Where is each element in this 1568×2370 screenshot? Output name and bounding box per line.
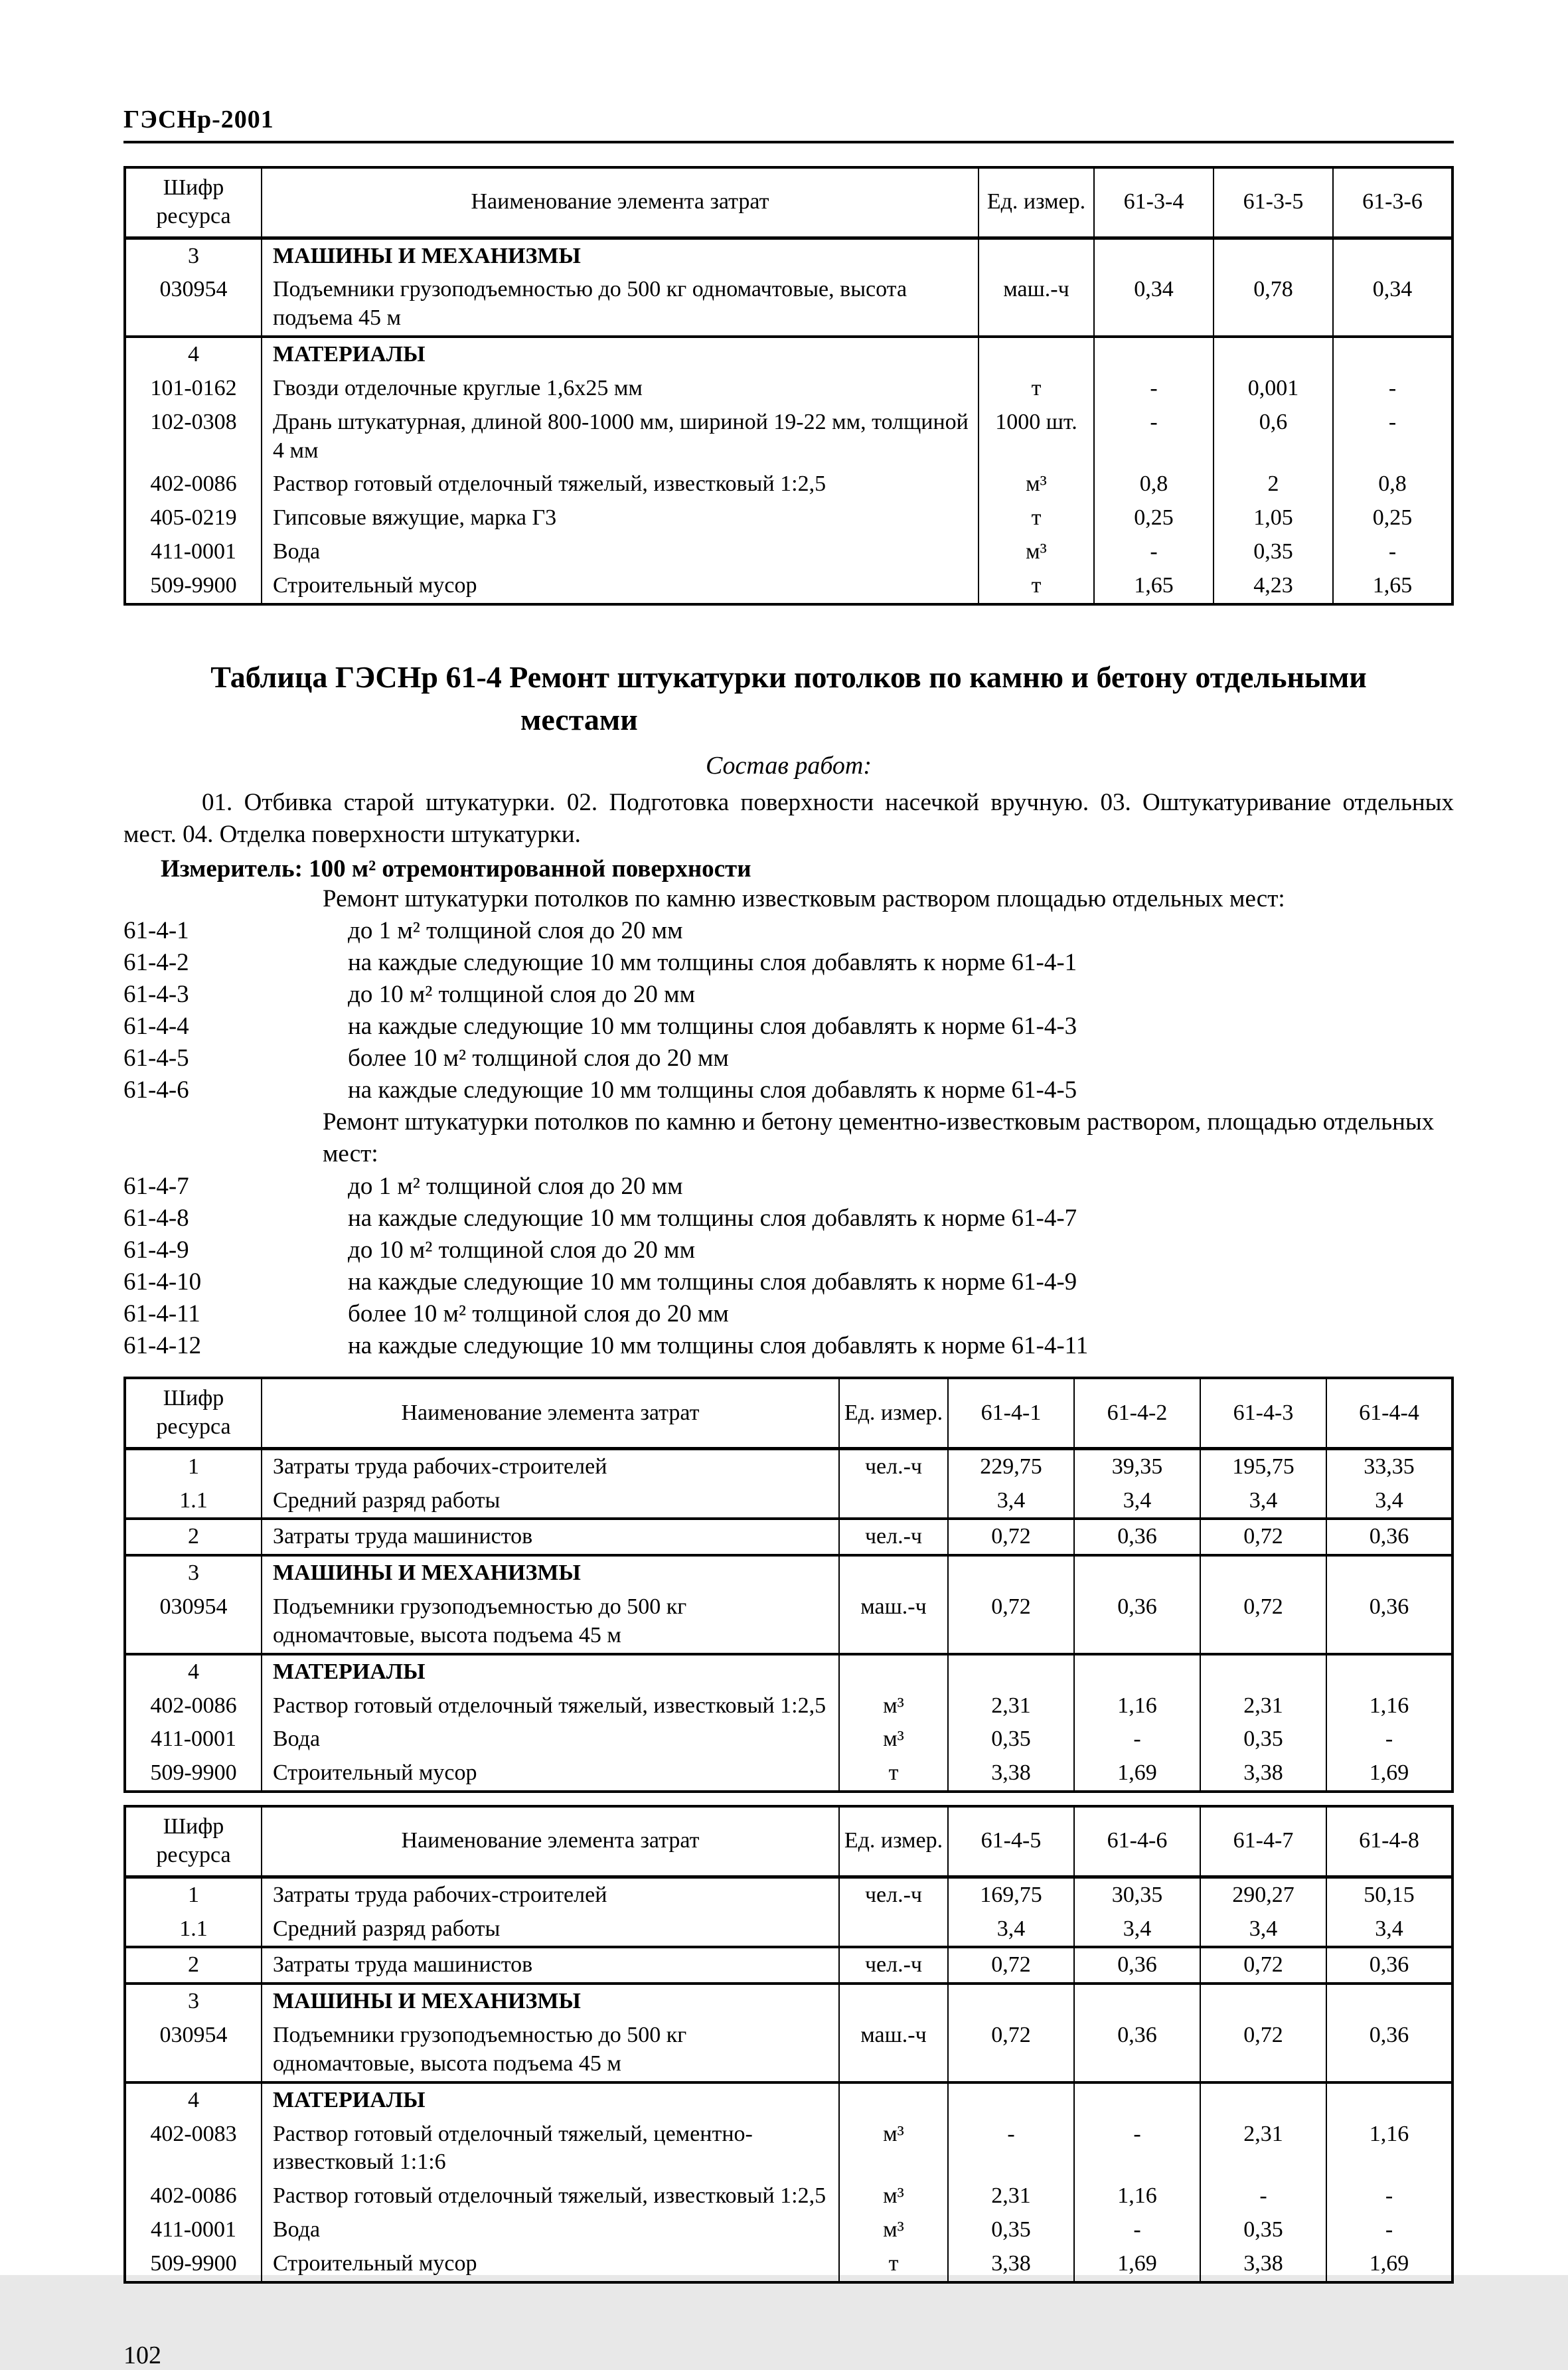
cell-unit <box>839 2082 948 2118</box>
cell-val: 3,4 <box>1326 1912 1452 1948</box>
cell-unit <box>979 337 1094 372</box>
cell-val <box>1074 1654 1200 1689</box>
cell-unit <box>839 1555 948 1590</box>
cell-val <box>948 1984 1074 2019</box>
cell-val: 2 <box>1214 467 1333 501</box>
cell-val: - <box>1326 1723 1452 1756</box>
cell-val: 3,4 <box>1200 1484 1326 1519</box>
cell-val <box>1074 1984 1200 2019</box>
norm-item <box>123 1330 1454 1362</box>
norm-text: более 10 м² толщиной слоя до 20 мм <box>348 1300 729 1327</box>
cell-name: МАТЕРИАЛЫ <box>262 1654 839 1689</box>
cell-unit: м³ <box>839 1723 948 1756</box>
column-header: Ед. измер. <box>839 1806 948 1877</box>
cell-unit: м³ <box>839 2213 948 2247</box>
cell-val: 1,69 <box>1074 1756 1200 1792</box>
cell-val: 0,72 <box>948 2019 1074 2082</box>
cell-val: 4,23 <box>1214 569 1333 604</box>
cell-code: 101-0162 <box>150 375 237 400</box>
cell-code: 3 <box>125 1984 262 2019</box>
cell-val: 0,36 <box>1074 1590 1200 1654</box>
cell-unit: чел.-ч <box>839 1877 948 1912</box>
cell-val <box>1326 2082 1452 2118</box>
column-header: 61-4-8 <box>1326 1806 1452 1877</box>
cell-name: Раствор готовый отделочный тяжелый, известковый 1:2,5 <box>262 467 979 501</box>
cell-val: 2,31 <box>1200 2118 1326 2180</box>
norm-code: 61-4-5 <box>123 1045 189 1072</box>
norm-item <box>123 1171 1454 1203</box>
cell-val: 0,35 <box>1200 2213 1326 2247</box>
table-row <box>125 1590 1452 1654</box>
cell-val: 33,35 <box>1326 1448 1452 1483</box>
cell-val: 0,72 <box>948 1590 1074 1654</box>
table-row <box>125 467 1452 501</box>
table-row <box>125 1877 1452 1912</box>
table-row <box>125 1448 1452 1483</box>
norm-code: 61-4-8 <box>123 1204 189 1232</box>
cell-val <box>1094 238 1214 273</box>
column-header: Наименование элемента затрат <box>262 167 979 238</box>
table-row <box>125 406 1452 468</box>
cell-name: Подъемники грузоподъемностью до 500 кг одномачтовые, высота подъема 45 м <box>262 2019 839 2082</box>
norm-item <box>123 947 1454 979</box>
cell-unit: т <box>979 501 1094 535</box>
cell-unit <box>839 1984 948 2019</box>
cell-val: 1,65 <box>1333 569 1452 604</box>
cell-val: 169,75 <box>948 1877 1074 1912</box>
table-row <box>125 1484 1452 1519</box>
norm-code: 61-4-3 <box>123 981 189 1009</box>
cell-name: Вода <box>262 535 979 569</box>
cell-name: Раствор готовый отделочный тяжелый, цементно-известковый 1:1:6 <box>262 2118 839 2180</box>
cell-name: МАШИНЫ И МЕХАНИЗМЫ <box>262 1555 839 1590</box>
cell-val: 290,27 <box>1200 1877 1326 1912</box>
cell-code: 411-0001 <box>150 1727 237 1752</box>
cell-val: 3,38 <box>948 2247 1074 2282</box>
cell-val: 0,72 <box>948 1947 1074 1984</box>
cell-val: 3,38 <box>1200 1756 1326 1792</box>
cost-table-61-4-1-4 <box>123 1377 1454 1793</box>
cell-val: - <box>1094 372 1214 406</box>
norm-code: 61-4-12 <box>123 1332 202 1360</box>
norm-text: на каждые следующие 10 мм толщины слоя добавлять к норме 61-4-7 <box>348 1204 1077 1232</box>
norm-text: до 10 м² толщиной слоя до 20 мм <box>348 981 695 1009</box>
table-row <box>125 535 1452 569</box>
cell-code: 4 <box>125 1654 262 1689</box>
cell-unit: т <box>839 1756 948 1792</box>
norm-item <box>123 1043 1454 1074</box>
table-row <box>125 1654 1452 1689</box>
cell-code: 411-0001 <box>150 539 237 564</box>
cell-val <box>1326 1654 1452 1689</box>
cell-val: - <box>1094 406 1214 468</box>
column-header: Шифр ресурса <box>125 1378 262 1448</box>
table-61-4-title <box>123 656 1454 742</box>
column-header: 61-4-6 <box>1074 1806 1200 1877</box>
table-row <box>125 1689 1452 1723</box>
table-row <box>125 2019 1452 2082</box>
cell-val: - <box>1333 372 1452 406</box>
cell-val: 0,72 <box>1200 2019 1326 2082</box>
cell-val: 1,69 <box>1326 2247 1452 2282</box>
column-header: Наименование элемента затрат <box>262 1806 839 1877</box>
cell-val: 0,36 <box>1326 2019 1452 2082</box>
column-header: 61-4-5 <box>948 1806 1074 1877</box>
cell-unit <box>839 1484 948 1519</box>
cell-code: 4 <box>125 2082 262 2118</box>
cell-val <box>1200 1984 1326 2019</box>
norm-code: 61-4-2 <box>123 948 189 976</box>
cell-val: - <box>1333 406 1452 468</box>
cell-name: Средний разряд работы <box>262 1484 839 1519</box>
table-row <box>125 273 1452 337</box>
column-header: Шифр ресурса <box>125 167 262 238</box>
cell-unit: маш.-ч <box>979 273 1094 337</box>
cell-unit: 1000 шт. <box>979 406 1094 468</box>
group-intro: Ремонт штукатурки потолков по камню известковым раствором площадью отдельных мест: <box>323 885 1285 912</box>
cell-val <box>1200 1654 1326 1689</box>
table-row <box>125 1519 1452 1555</box>
cell-val: 0,36 <box>1074 1519 1200 1555</box>
work-composition-text: 01. Отбивка старой штукатурки. 02. Подготовка поверхности насечкой вручную. 03. Оштукатуривание отдельных мест. 04. Отделка поверхности штукатурки. <box>123 788 1454 848</box>
cell-val: 3,38 <box>1200 2247 1326 2282</box>
norm-code: 61-4-11 <box>123 1300 200 1327</box>
cell-val: 0,72 <box>948 1519 1074 1555</box>
cell-val: 3,4 <box>1074 1484 1200 1519</box>
cell-val: 1,16 <box>1074 1689 1200 1723</box>
cell-val: 0,25 <box>1094 501 1214 535</box>
cell-unit: м³ <box>839 2118 948 2180</box>
cell-name: Затраты труда машинистов <box>262 1519 839 1555</box>
cell-val: 0,72 <box>1200 1519 1326 1555</box>
page-number: 102 <box>123 2341 161 2369</box>
cell-val <box>1074 2082 1200 2118</box>
norm-item <box>123 979 1454 1011</box>
cell-val: 0,36 <box>1326 1590 1452 1654</box>
cell-val: 39,35 <box>1074 1448 1200 1483</box>
cell-val: 30,35 <box>1074 1877 1200 1912</box>
cell-unit <box>979 238 1094 273</box>
cell-val: 0,35 <box>948 1723 1074 1756</box>
norm-text: на каждые следующие 10 мм толщины слоя добавлять к норме 61-4-3 <box>348 1013 1077 1041</box>
cell-name: Вода <box>262 1723 839 1756</box>
table-row <box>125 569 1452 604</box>
cell-val: - <box>1074 2213 1200 2247</box>
norm-code: 61-4-9 <box>123 1236 189 1264</box>
cell-code: 405-0219 <box>150 505 237 531</box>
cell-unit: м³ <box>839 2179 948 2213</box>
column-header: Шифр ресурса <box>125 1806 262 1877</box>
cell-val: 0,36 <box>1074 2019 1200 2082</box>
cell-unit: чел.-ч <box>839 1448 948 1483</box>
table-row <box>125 2213 1452 2247</box>
spacer <box>123 1362 1454 1377</box>
cell-code: 1 <box>188 1882 199 1907</box>
cell-val <box>948 1654 1074 1689</box>
column-header: 61-3-5 <box>1214 167 1333 238</box>
cell-val <box>1333 238 1452 273</box>
cell-val <box>948 2082 1074 2118</box>
cell-val: - <box>948 2118 1074 2180</box>
norm-text: до 1 м² толщиной слоя до 20 мм <box>348 916 683 944</box>
cell-code: 509-9900 <box>150 2250 237 2276</box>
cell-code: 509-9900 <box>150 1760 237 1786</box>
cell-val: 1,69 <box>1074 2247 1200 2282</box>
table-row <box>125 501 1452 535</box>
cell-code: 402-0086 <box>150 471 237 497</box>
spacer <box>123 1793 1454 1805</box>
cell-name: Затраты труда рабочих-строителей <box>262 1448 839 1483</box>
cell-val: 0,8 <box>1094 467 1214 501</box>
cell-val: - <box>1326 2179 1452 2213</box>
table-header-row <box>125 1378 1452 1448</box>
column-header: 61-3-6 <box>1333 167 1452 238</box>
norm-text: на каждые следующие 10 мм толщины слоя добавлять к норме 61-4-11 <box>348 1332 1089 1360</box>
table-row <box>125 337 1452 372</box>
cell-unit: чел.-ч <box>839 1947 948 1984</box>
table-row <box>125 2247 1452 2282</box>
cell-val: 0,25 <box>1333 501 1452 535</box>
table-header-row <box>125 167 1452 238</box>
norm-code: 61-4-7 <box>123 1172 189 1200</box>
column-header: Ед. измер. <box>839 1378 948 1448</box>
cost-table-61-3 <box>123 166 1454 606</box>
title-line-1: Таблица ГЭСНр 61-4 Ремонт штукатурки потолков по камню и бетону отдельными <box>210 659 1367 694</box>
cell-code: 102-0308 <box>150 409 237 434</box>
cell-val: 0,8 <box>1333 467 1452 501</box>
cell-val: 0,001 <box>1214 372 1333 406</box>
cell-val: - <box>1074 1723 1200 1756</box>
cell-unit: т <box>979 569 1094 604</box>
cell-name: Подъемники грузоподъемностью до 500 кг одномачтовые, высота подъема 45 м <box>262 1590 839 1654</box>
norm-text: до 1 м² толщиной слоя до 20 мм <box>348 1172 683 1200</box>
column-header: 61-3-4 <box>1094 167 1214 238</box>
norm-text: более 10 м² толщиной слоя до 20 мм <box>348 1045 729 1072</box>
table-row <box>125 372 1452 406</box>
cell-val: - <box>1200 2179 1326 2213</box>
cell-val: 3,4 <box>1326 1484 1452 1519</box>
norm-text: на каждые следующие 10 мм толщины слоя добавлять к норме 61-4-5 <box>348 1076 1077 1104</box>
cell-unit <box>839 1912 948 1948</box>
cell-val: - <box>1326 2213 1452 2247</box>
column-header: 61-4-4 <box>1326 1378 1452 1448</box>
cell-val <box>1326 1984 1452 2019</box>
cell-val: 3,4 <box>1074 1912 1200 1948</box>
norm-item <box>123 1074 1454 1106</box>
cell-val <box>1214 337 1333 372</box>
cell-val: 1,69 <box>1326 1756 1452 1792</box>
cell-val: 0,34 <box>1094 273 1214 337</box>
cell-val: 2,31 <box>1200 1689 1326 1723</box>
cell-val: 0,36 <box>1326 1947 1452 1984</box>
cell-name: Гвозди отделочные круглые 1,6х25 мм <box>262 372 979 406</box>
cell-val: 0,6 <box>1214 406 1333 468</box>
cell-val: 1,16 <box>1074 2179 1200 2213</box>
column-header: 61-4-1 <box>948 1378 1074 1448</box>
cell-code: 3 <box>125 1555 262 1590</box>
column-header: Ед. измер. <box>979 167 1094 238</box>
cell-code: 1.1 <box>179 1487 208 1513</box>
cell-code: 030954 <box>159 277 228 302</box>
cell-val <box>1074 1555 1200 1590</box>
cell-unit: м³ <box>979 467 1094 501</box>
cell-name: Подъемники грузоподъемностью до 500 кг одномачтовые, высота подъема 45 м <box>262 273 979 337</box>
cell-name: Раствор готовый отделочный тяжелый, известковый 1:2,5 <box>262 1689 839 1723</box>
cell-name: Вода <box>262 2213 839 2247</box>
cell-val: 3,4 <box>948 1484 1074 1519</box>
cell-val: - <box>1333 535 1452 569</box>
cell-unit <box>839 1654 948 1689</box>
header-rule <box>123 141 1454 143</box>
cell-val: 1,05 <box>1214 501 1333 535</box>
cell-name: Затраты труда машинистов <box>262 1947 839 1984</box>
cell-val: 1,16 <box>1326 2118 1452 2180</box>
cell-name: Дрань штукатурная, длиной 800-1000 мм, шириной 19-22 мм, толщиной 4 мм <box>262 406 979 468</box>
norm-text: до 10 м² толщиной слоя до 20 мм <box>348 1236 695 1264</box>
norm-item <box>123 1203 1454 1234</box>
cell-code: 030954 <box>159 1594 228 1620</box>
norm-item <box>123 1266 1454 1298</box>
cell-val: 229,75 <box>948 1448 1074 1483</box>
norm-text: на каждые следующие 10 мм толщины слоя добавлять к норме 61-4-9 <box>348 1268 1077 1296</box>
cell-code: 411-0001 <box>150 2217 237 2243</box>
cell-val <box>948 1555 1074 1590</box>
cell-code: 2 <box>125 1947 262 1984</box>
column-header: 61-4-2 <box>1074 1378 1200 1448</box>
norm-item <box>123 1298 1454 1330</box>
norm-code: 61-4-10 <box>123 1268 202 1296</box>
cell-code: 402-0086 <box>150 1693 237 1718</box>
norm-item <box>123 1011 1454 1043</box>
cell-code: 4 <box>125 337 262 372</box>
cell-name: Строительный мусор <box>262 1756 839 1792</box>
norm-item <box>123 915 1454 947</box>
cell-val: 0,35 <box>1200 1723 1326 1756</box>
cell-unit: м³ <box>979 535 1094 569</box>
table-row <box>125 2179 1452 2213</box>
cell-code: 402-0083 <box>150 2121 237 2146</box>
column-header: Наименование элемента затрат <box>262 1378 839 1448</box>
norm-code: 61-4-6 <box>123 1076 189 1104</box>
cell-val: 3,4 <box>948 1912 1074 1948</box>
table-header-row <box>125 1806 1452 1877</box>
cell-val <box>1333 337 1452 372</box>
cell-val: 195,75 <box>1200 1448 1326 1483</box>
cell-unit: чел.-ч <box>839 1519 948 1555</box>
norm-text: на каждые следующие 10 мм толщины слоя добавлять к норме 61-4-1 <box>348 948 1077 976</box>
cell-name: Строительный мусор <box>262 2247 839 2282</box>
table-row <box>125 1984 1452 2019</box>
cell-code: 3 <box>188 243 199 268</box>
cell-unit: маш.-ч <box>839 2019 948 2082</box>
table-row <box>125 1947 1452 1984</box>
title-line-2: местами <box>520 703 638 737</box>
table-row <box>125 2118 1452 2180</box>
table-row <box>125 238 1452 273</box>
measure-unit-line: Измеритель: 100 м² отремонтированной поверхности <box>161 855 751 883</box>
cell-val: 2,31 <box>948 2179 1074 2213</box>
table-row <box>125 1912 1452 1948</box>
cell-name: МАТЕРИАЛЫ <box>262 337 979 372</box>
cell-code: 030954 <box>159 2023 228 2048</box>
cell-val: 0,72 <box>1200 1947 1326 1984</box>
cell-val <box>1326 1555 1452 1590</box>
norm-item <box>123 1234 1454 1266</box>
norm-code: 61-4-1 <box>123 916 189 944</box>
cell-val: - <box>1094 535 1214 569</box>
cell-val <box>1200 1555 1326 1590</box>
cost-table-61-4-5-8 <box>123 1805 1454 2284</box>
cell-code: 402-0086 <box>150 2183 237 2209</box>
cell-val: 1,65 <box>1094 569 1214 604</box>
cell-val: 0,36 <box>1074 1947 1200 1984</box>
column-header: 61-4-3 <box>1200 1378 1326 1448</box>
cell-unit: маш.-ч <box>839 1590 948 1654</box>
cell-val: 3,38 <box>948 1756 1074 1792</box>
table-row <box>125 1756 1452 1792</box>
cell-val: 0,34 <box>1333 273 1452 337</box>
cell-code: 1.1 <box>179 1916 208 1941</box>
doc-header-code: ГЭСНр-2001 <box>123 106 274 133</box>
cell-name: МАШИНЫ И МЕХАНИЗМЫ <box>262 1984 839 2019</box>
cell-code: 2 <box>125 1519 262 1555</box>
cell-name: Раствор готовый отделочный тяжелый, известковый 1:2,5 <box>262 2179 839 2213</box>
table-row <box>125 1723 1452 1756</box>
norm-code: 61-4-4 <box>123 1013 189 1041</box>
cell-val: 3,4 <box>1200 1912 1326 1948</box>
cell-val: 2,31 <box>948 1689 1074 1723</box>
cell-val: 0,36 <box>1326 1519 1452 1555</box>
cell-name: Средний разряд работы <box>262 1912 839 1948</box>
group-intro: Ремонт штукатурки потолков по камню и бетону цементно-известковым раствором, площадью отдельных мест: <box>323 1108 1435 1168</box>
table-row <box>125 2082 1452 2118</box>
cell-val: 0,78 <box>1214 273 1333 337</box>
cell-val: 50,15 <box>1326 1877 1452 1912</box>
cell-val <box>1214 238 1333 273</box>
cell-val: 0,72 <box>1200 1590 1326 1654</box>
work-composition-label: Состав работ: <box>705 751 872 780</box>
cell-name: Затраты труда рабочих-строителей <box>262 1877 839 1912</box>
cell-name: МАТЕРИАЛЫ <box>262 2082 839 2118</box>
cell-unit: т <box>979 372 1094 406</box>
cell-name: Строительный мусор <box>262 569 979 604</box>
table-row <box>125 1555 1452 1590</box>
column-header: 61-4-7 <box>1200 1806 1326 1877</box>
cell-val: 0,35 <box>1214 535 1333 569</box>
cell-val: - <box>1074 2118 1200 2180</box>
norm-groups <box>123 883 1454 1362</box>
cell-val: 1,16 <box>1326 1689 1452 1723</box>
cell-name: Гипсовые вяжущие, марка Г3 <box>262 501 979 535</box>
cell-val: 0,35 <box>948 2213 1074 2247</box>
cell-name: МАШИНЫ И МЕХАНИЗМЫ <box>262 238 979 273</box>
cell-val <box>1094 337 1214 372</box>
cell-unit: м³ <box>839 1689 948 1723</box>
cell-unit: т <box>839 2247 948 2282</box>
cell-code: 509-9900 <box>150 572 237 598</box>
cell-val <box>1200 2082 1326 2118</box>
cell-code: 1 <box>188 1454 199 1479</box>
